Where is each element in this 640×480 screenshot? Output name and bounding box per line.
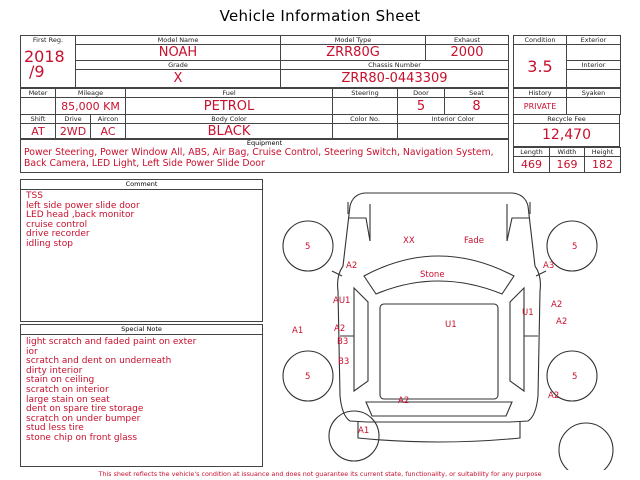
mark-a3: A3 (543, 261, 555, 271)
body-color-label: Body Color (126, 115, 333, 124)
list-item: scratch on under bumper (26, 413, 141, 424)
comment-list (21, 190, 262, 250)
tire-rl-depth: 5 (305, 372, 311, 382)
history-table (513, 88, 621, 115)
recycle-table (513, 114, 620, 147)
first-reg-year: 2018 (24, 47, 65, 66)
equipment-label: Equipment (246, 139, 283, 147)
fuel-value: PETROL (126, 98, 333, 115)
model-type-value: ZRR80G (281, 45, 426, 61)
aircon-label: Aircon (91, 115, 126, 124)
model-name-label: Model Name (76, 36, 281, 45)
mark-a2-left-mid: A2 (334, 324, 346, 334)
condition-table (513, 35, 621, 88)
mark-fade: Fade (464, 236, 484, 246)
list-item: dirty interior (26, 365, 83, 376)
comment-label: Comment (21, 180, 262, 190)
list-item: ior (26, 346, 38, 357)
first-reg-cell (21, 36, 76, 88)
list-item: stone chip on front glass (26, 432, 138, 443)
mark-xx: XX (403, 236, 415, 246)
mark-a1-bottom: A1 (358, 426, 370, 436)
list-item: scratch on interior (26, 384, 109, 395)
drive-label: Drive (56, 115, 91, 124)
height-value: 182 (585, 157, 621, 173)
grade-value: X (76, 70, 281, 88)
tire-fr-depth: 5 (572, 242, 578, 252)
mark-stone: Stone (420, 270, 445, 280)
door-label: Door (398, 89, 445, 98)
seat-value: 8 (445, 98, 509, 115)
condition-score: 3.5 (514, 45, 567, 88)
drive-value: 2WD (56, 124, 91, 140)
first-reg-month: /9 (29, 62, 45, 81)
mark-a2-rear-right: A2 (548, 391, 560, 401)
seat-label: Seat (445, 89, 509, 98)
list-item: left side power slide door (26, 200, 140, 211)
tire-fl-depth: 5 (305, 242, 311, 252)
tire-rr-depth: 5 (572, 372, 578, 382)
mark-b3-upper: B3 (337, 337, 349, 347)
exhaust-label: Exhaust (426, 36, 509, 45)
rear-bumper (358, 422, 520, 442)
roof-panel (380, 304, 498, 399)
meter-label: Meter (21, 89, 56, 98)
shift-value: AT (21, 124, 56, 140)
interior-color-label: Interior Color (398, 115, 509, 124)
model-name-value: NOAH (76, 45, 281, 61)
model-type-label: Model Type (281, 36, 426, 45)
first-reg-label: First Reg. (32, 36, 64, 44)
list-item: stud less tire (26, 423, 84, 434)
list-item: scratch and dent on underneath (26, 356, 172, 367)
grade-label: Grade (76, 61, 281, 70)
history-value: PRIVATE (514, 98, 567, 115)
chassis-value: ZRR80-0443309 (281, 70, 509, 88)
spare-tire-right (559, 423, 613, 470)
mark-a2-right-mid: A2 (556, 317, 568, 327)
list-item: idling stop (26, 238, 73, 249)
equipment-box (20, 138, 509, 173)
width-value: 169 (550, 157, 585, 173)
hood-lines (370, 204, 507, 241)
list-item: large stain on seat (26, 394, 110, 405)
special-note-list (21, 335, 262, 444)
list-item: light scratch and faded paint on exter (26, 337, 197, 347)
mark-a2-front-left: A2 (346, 261, 358, 271)
list-item: LED head ,back monitor (26, 210, 135, 221)
door-value: 5 (398, 98, 445, 115)
list-item: TSS (26, 191, 43, 201)
list-item: drive recorder (26, 229, 90, 240)
damage-diagram (270, 176, 635, 470)
list-item: cruise control (26, 219, 88, 230)
height-label: Height (585, 148, 621, 157)
headlight-lines (348, 218, 530, 241)
shift-label: Shift (21, 115, 56, 124)
mileage-value: 85,000 KM (56, 98, 126, 115)
specs-table-row2 (20, 88, 509, 115)
length-value: 469 (514, 157, 550, 173)
comment-box (20, 179, 263, 322)
equipment-text: Power Steering, Power Window All, ABS, Air Bag, Cruise Control, Steering Switch, Navigation System, Back Camera, LED Light, Left Side Power Slide Door (24, 147, 494, 169)
recycle-label: Recycle Fee (514, 115, 620, 124)
list-item: stain on ceiling (26, 375, 95, 386)
width-label: Width (550, 148, 585, 157)
mark-a2-rear: A2 (398, 396, 410, 406)
spare-tire-left (329, 411, 379, 461)
mark-a1-left: A1 (292, 326, 304, 336)
history-label: History (514, 89, 567, 98)
specs-table-row3 (20, 114, 509, 140)
exhaust-value: 2000 (426, 45, 509, 61)
fuel-label: Fuel (126, 89, 333, 98)
exterior-label: Exterior (567, 36, 621, 45)
body-color-value: BLACK (126, 124, 333, 140)
mark-au1: AU1 (333, 296, 351, 306)
mark-b3-lower: B3 (338, 357, 350, 367)
mark-a2-right-upper: A2 (551, 300, 563, 310)
syaken-label: Syaken (567, 89, 621, 98)
steering-label: Steering (333, 89, 398, 98)
aircon-value: AC (91, 124, 126, 140)
mark-u1-center: U1 (445, 320, 457, 330)
mark-u1-right: U1 (522, 308, 534, 318)
dimensions-table (513, 147, 621, 173)
interior-label: Interior (567, 61, 621, 70)
list-item: dent on spare tire storage (26, 404, 144, 415)
rear-window (366, 402, 512, 416)
main-info-table (20, 35, 509, 88)
front-bumper-corners (348, 202, 530, 214)
sheet-title: Vehicle Information Sheet (219, 7, 421, 25)
mileage-label: Mileage (56, 89, 126, 98)
chassis-label: Chassis Number (281, 61, 509, 70)
condition-label: Condition (514, 36, 567, 45)
color-no-label: Color No. (333, 115, 398, 124)
disclaimer-footer: This sheet reflects the vehicle's condition at issuance and does not guarantee its current state, functionality, or suitability for any purpose (98, 470, 542, 478)
length-label: Length (514, 148, 550, 157)
special-note-box (20, 324, 263, 467)
recycle-value: 12,470 (514, 124, 620, 147)
special-note-label: Special Note (21, 325, 262, 335)
